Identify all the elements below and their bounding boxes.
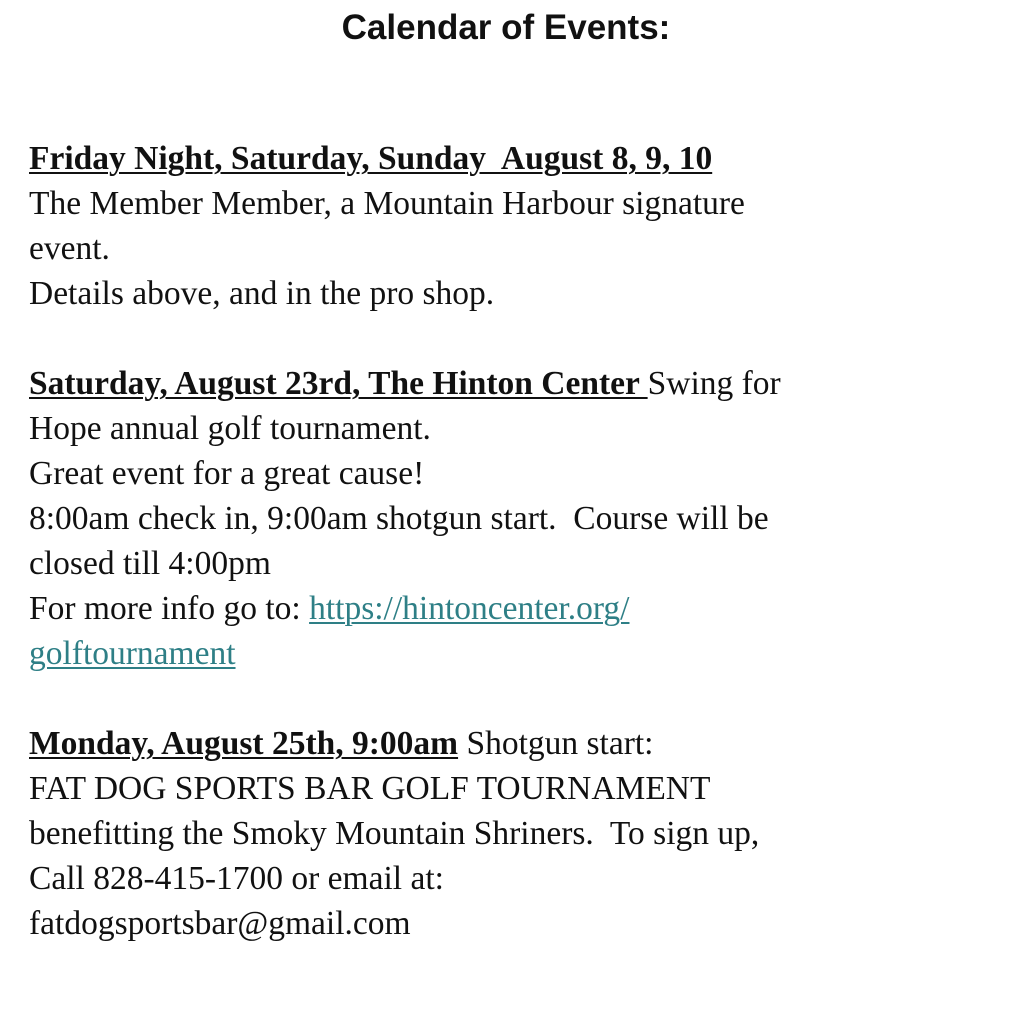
event-heading-line xyxy=(29,721,989,766)
page-title: Calendar of Events: xyxy=(341,8,671,47)
event-contact: Call 828-415-1700 or email at: xyxy=(29,860,444,897)
event-tagline: Great event for a great cause! xyxy=(29,455,425,492)
event-description: Hope annual golf tournament. xyxy=(29,410,431,447)
event-email: fatdogsportsbar@gmail.com xyxy=(29,905,411,942)
event-fat-dog xyxy=(29,721,989,946)
event-heading: Saturday, August 23rd, The Hinton Center xyxy=(29,365,648,402)
event-info-line xyxy=(29,586,989,631)
tournament-link-continued[interactable]: golftournament xyxy=(29,635,236,672)
event-info-line xyxy=(29,631,989,676)
event-member-member xyxy=(29,136,989,316)
tournament-link[interactable]: https://hintoncenter.org/ xyxy=(309,590,630,627)
event-description: benefitting the Smoky Mountain Shriners. To sign up, xyxy=(29,815,760,852)
event-heading: Friday Night, Saturday, Sunday August 8, 9, 10 xyxy=(29,140,713,177)
event-heading-tail: Shotgun start: xyxy=(458,725,654,762)
event-description: The Member Member, a Mountain Harbour signature xyxy=(29,185,745,222)
events-list xyxy=(29,136,989,991)
event-heading-line xyxy=(29,361,989,406)
event-description: FAT DOG SPORTS BAR GOLF TOURNAMENT xyxy=(29,770,711,807)
event-description: event. xyxy=(29,230,110,267)
event-heading-tail: Swing for xyxy=(647,365,781,402)
event-schedule: 8:00am check in, 9:00am shotgun start. Course will be xyxy=(29,500,769,537)
event-details: Details above, and in the pro shop. xyxy=(29,275,495,312)
event-hinton-center xyxy=(29,361,989,676)
event-schedule: closed till 4:00pm xyxy=(29,545,271,582)
info-prefix: For more info go to: xyxy=(29,590,310,627)
event-heading: Monday, August 25th, 9:00am xyxy=(29,725,459,762)
event-heading-line xyxy=(29,136,989,181)
